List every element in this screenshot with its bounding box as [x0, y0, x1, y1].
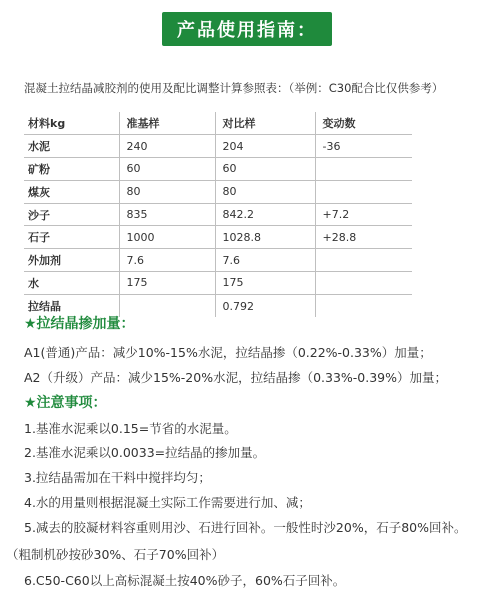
header-cell: 材料kg: [24, 112, 119, 135]
change-cell: [315, 158, 412, 181]
material-cell: 拉结晶: [24, 294, 119, 317]
change-cell: +28.8: [315, 226, 412, 249]
notes-heading: ★注意事项：: [24, 395, 107, 411]
comparison-cell: 204: [215, 135, 315, 158]
comparison-cell: 842.2: [215, 203, 315, 226]
table-row: [24, 272, 412, 295]
table-row: [24, 158, 412, 181]
material-cell: 石子: [24, 226, 119, 249]
header-cell: 准基样: [119, 112, 215, 135]
material-cell: 水泥: [24, 135, 119, 158]
material-cell: 沙子: [24, 203, 119, 226]
page-banner-title: 产品使用指南：: [162, 12, 332, 46]
material-cell: 矿粉: [24, 158, 119, 181]
material-cell: 水: [24, 272, 119, 295]
table-row: [24, 180, 412, 203]
material-cell: 外加剂: [24, 249, 119, 272]
table-row: [24, 203, 412, 226]
dosage-heading: ★拉结晶掺加量：: [24, 316, 135, 332]
comparison-cell: 0.792: [215, 294, 315, 317]
material-cell: 煤灰: [24, 180, 119, 203]
note-item: 5.减去的胶凝材料容重则用沙、石进行回补。一般性时沙20%，石子80%回补。: [24, 520, 467, 535]
table-intro-text: 混凝土拉结晶减胶剂的使用及配比调整计算参照表：（举例：C30配合比仅供参考）: [24, 81, 444, 95]
note-item-continuation: （粗制机砂按砂30%、石子70%回补）: [6, 547, 225, 562]
comparison-cell: 1028.8: [215, 226, 315, 249]
change-cell: [315, 180, 412, 203]
mix-ratio-table: [24, 112, 412, 317]
dosage-line-a2: A2（升级）产品：减少15%-20%水泥，拉结晶掺（0.33%-0.39%）加量；: [24, 370, 448, 385]
note-item: 6.C50-C60以上高标混凝土按40%砂子，60%石子回补。: [24, 573, 346, 588]
header-cell: 变动数: [315, 112, 412, 135]
change-cell: +7.2: [315, 203, 412, 226]
baseline-cell: 60: [119, 158, 215, 181]
dosage-line-a1: A1(普通)产品：减少10%-15%水泥，拉结晶掺（0.22%-0.33%）加量；: [24, 345, 432, 360]
baseline-cell: 240: [119, 135, 215, 158]
change-cell: -36: [315, 135, 412, 158]
note-item: 1.基准水泥乘以0.15=节省的水泥量。: [24, 421, 237, 436]
table-row: [24, 135, 412, 158]
comparison-cell: 60: [215, 158, 315, 181]
table-header-row: [24, 112, 412, 135]
table-row: [24, 249, 412, 272]
note-item: 4.水的用量则根据混凝土实际工作需要进行加、减；: [24, 495, 311, 510]
table-row: [24, 226, 412, 249]
comparison-cell: 175: [215, 272, 315, 295]
baseline-cell: 835: [119, 203, 215, 226]
baseline-cell: 175: [119, 272, 215, 295]
change-cell: [315, 272, 412, 295]
note-item: 3.拉结晶需加在干料中搅拌均匀；: [24, 470, 211, 485]
note-item: 2.基准水泥乘以0.0033=拉结晶的掺加量。: [24, 445, 266, 460]
baseline-cell: 80: [119, 180, 215, 203]
baseline-cell: 1000: [119, 226, 215, 249]
change-cell: [315, 249, 412, 272]
comparison-cell: 80: [215, 180, 315, 203]
baseline-cell: 7.6: [119, 249, 215, 272]
header-cell: 对比样: [215, 112, 315, 135]
comparison-cell: 7.6: [215, 249, 315, 272]
change-cell: [315, 294, 412, 317]
